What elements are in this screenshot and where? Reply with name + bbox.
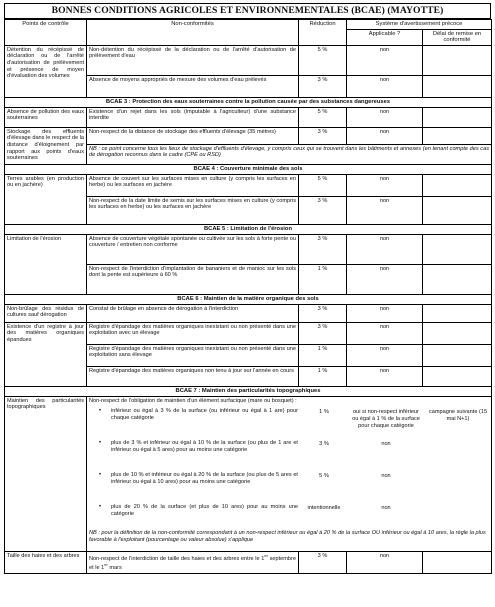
bullet-row: [89, 504, 492, 526]
bullet-item: • plus de 20 % de la surface (et plus de 10 ares) pour au moins une catégorie: [89, 504, 298, 517]
bullet-item: • inférieur ou égal à 3 % de la surface (ou inférieur ou égal à 1 are) pour chaque catégorie: [89, 408, 298, 421]
delai: [423, 75, 492, 97]
reduction: 5 %: [299, 174, 347, 196]
bullet-row: [89, 472, 492, 504]
reduction: 1 %: [299, 344, 347, 366]
section-header: [5, 164, 492, 174]
delai: [423, 551, 492, 573]
applicable: non: [381, 473, 391, 480]
table-row: [5, 304, 492, 322]
delai: [423, 234, 492, 264]
table-row: [5, 322, 492, 344]
header-nonconf: Non-conformités: [87, 20, 299, 46]
non-conformite: Non-respect de la distance de stockage des effluents d'élevage (35 mètres): [87, 127, 299, 144]
point-de-controle: Absence de pollution des eaux souterraines: [5, 107, 87, 127]
document: [4, 3, 491, 574]
delai: [423, 45, 492, 75]
table-row: [5, 174, 492, 196]
bullet-row: [89, 408, 492, 440]
bullet-item: • plus de 10 % et inférieur ou égal à 20 % de la surface (ou plus de 5 ares et inférieur ou égal à 10 ares) pour au moins une catégorie: [89, 472, 298, 485]
delai: [424, 440, 492, 472]
point-de-controle: Terres arables (en production ou en jachère): [5, 174, 87, 224]
delai: [423, 107, 492, 127]
applicable: non: [347, 304, 423, 322]
non-conformite: Non-respect de la date limite de semis sur les surfaces mises en culture (y compris les surfaces en herbe) ou les surfaces en jachère: [87, 196, 299, 224]
section-header: [5, 386, 492, 396]
delai: [423, 322, 492, 344]
non-conformite: Non-détention du récépissé de la déclaration ou de l'arrêté d'autorisation de prélèvement d'eau: [87, 45, 299, 75]
header-reduction: Réduction: [299, 20, 347, 46]
point-de-controle: Stockage des effluents d'élevage dans le respect de la distance d'éloignement par rapport aux points d'eaux souterraines: [5, 127, 87, 164]
header-applicable: Applicable ?: [347, 29, 423, 45]
delai: [423, 174, 492, 196]
header-delai: Délai de remise en conformité: [423, 29, 492, 45]
table-row: [5, 127, 492, 144]
section-title-bcae3: BCAE 3 : Protection des eaux souterraines contre la pollution causée par des substances dangereuses: [5, 97, 492, 107]
reduction: 5 %: [299, 107, 347, 127]
applicable: oui si non-respect inférieur ou égal à 1 % de la surface pour chaque catégorie: [352, 409, 420, 429]
point-de-controle: Limitation de l'érosion: [5, 234, 87, 294]
non-conformite: Absence de moyens appropriés de mesure des volumes d'eau prélevés: [87, 75, 299, 97]
reduction: intentionnelle: [307, 505, 341, 512]
bullet-item: • plus de 3 % et inférieur ou égal à 10 % de la surface (ou plus de 1 are et inférieur ou égal à 5 ares) pour au moins une catégorie: [89, 440, 298, 453]
bcae7-detail: [87, 396, 492, 551]
applicable: non: [347, 366, 423, 386]
delai: [423, 344, 492, 366]
non-conformite: Registre d'épandage des matières organiques inexistant ou non présenté dans une exploitation sans élevage: [87, 344, 299, 366]
reduction: 5 %: [299, 45, 347, 75]
delai: [423, 196, 492, 224]
non-conformite: Absence de couverture végétale spontanée ou cultivée sur les sols à forte pente ou couverture / entretien non conforme: [87, 234, 299, 264]
reduction: 1 %: [299, 366, 347, 386]
applicable: non: [347, 322, 423, 344]
table-row: [5, 551, 492, 573]
point-de-controle: Existence d'un registre à jour des matières organiques épandues: [5, 322, 87, 386]
delai: [424, 504, 492, 526]
delai: [424, 472, 492, 504]
non-conformite: Absence de couvert sur les surfaces mises en culture (y compris les surfaces en herbe) ou les surfaces en jachère: [87, 174, 299, 196]
non-conformite: Registre d'épandage des matières organiques non tenu à jour sur l'année en cours: [87, 366, 299, 386]
reduction: 3 %: [319, 441, 329, 448]
reduction: 3 %: [299, 234, 347, 264]
delai: campagne suivante (15 mai N+1): [428, 409, 488, 422]
note: NB : ce point concerne tous les lieux de stockage d'effluents d'élevage, y compris ceux qui se trouvent dans les bâtiments et annexes (en tenant compte des cas de dérogation reconnus dans le cadre (CPE ou RSD): [87, 144, 492, 164]
non-conformite-intro: Non-respect de l'obligation de maintien d'un élément surfacique (mare ou bosquet) :: [89, 397, 297, 404]
non-conformite: Non-respect de l'interdiction d'implantation de bananiers et de manioc sur les sols dont la pente est supérieure à 60 %: [87, 264, 299, 294]
table-row: [5, 234, 492, 264]
section-title-bcae7: BCAE 7 : Maintien des particularités topographiques: [5, 386, 492, 396]
header-row: [5, 20, 492, 30]
delai: [423, 127, 492, 144]
section-header: [5, 97, 492, 107]
delai: [423, 366, 492, 386]
header-systeme: Système d'avertissement précoce: [347, 20, 492, 30]
section-title-bcae6: BCAE 6 : Maintien de la matière organique des sols: [5, 294, 492, 304]
table-row: [5, 45, 492, 75]
non-conformite: Constat de brûlage en absence de dérogation à l'interdiction: [87, 304, 299, 322]
table-row: [5, 107, 492, 127]
bcae7-bullets: [89, 408, 492, 526]
applicable: non: [347, 196, 423, 224]
table-row: [5, 396, 492, 551]
applicable: non: [347, 234, 423, 264]
section-header: [5, 224, 492, 234]
applicable: non: [381, 505, 391, 512]
header-points: Points de contrôle: [5, 20, 87, 46]
applicable: non: [347, 107, 423, 127]
reduction: 3 %: [299, 75, 347, 97]
reduction: 3 %: [299, 322, 347, 344]
applicable: non: [347, 264, 423, 294]
reduction: 3 %: [299, 196, 347, 224]
applicable: non: [381, 441, 391, 448]
section-title-bcae5: BCAE 5 : Limitation de l'érosion: [5, 224, 492, 234]
section-title-bcae4: BCAE 4 : Couverture minimale des sols: [5, 164, 492, 174]
non-conformite: Non-respect de l'interdiction de taille des haies et des arbres entre le 1er septembre et le 1er mars: [87, 551, 299, 573]
reduction: 1 %: [319, 409, 329, 416]
delai: [423, 304, 492, 322]
reduction: 3 %: [299, 551, 347, 573]
applicable: non: [347, 75, 423, 97]
delai: [423, 264, 492, 294]
reduction: 3 %: [299, 304, 347, 322]
applicable: non: [347, 174, 423, 196]
document-title: BONNES CONDITIONS AGRICOLES ET ENVIRONNEMENTALES (BCAE) (MAYOTTE): [4, 3, 491, 19]
point-de-controle: Détention du récépissé de déclaration ou de l'arrêté d'autorisation de prélèvement et présence de moyen d'évaluation des volumes: [5, 45, 87, 97]
reduction: 5 %: [319, 473, 329, 480]
applicable: non: [347, 551, 423, 573]
non-conformite: Registre d'épandage des matières organiques inexistant ou non présenté dans une exploitation avec un élevage: [87, 322, 299, 344]
non-conformite: Existence d'un rejet dans les sols (imputable à l'agriculteur) d'une substance interdite: [87, 107, 299, 127]
section-header: [5, 294, 492, 304]
point-de-controle: Taille des haies et des arbres: [5, 551, 87, 573]
reduction: 1 %: [299, 264, 347, 294]
applicable: non: [347, 127, 423, 144]
note: NB : pour la définition de la non-conformité correspondant à un non-respect inférieur ou égal à 20 % de la surface OU inférieur ou égal à 10 ares, la règle la plus favorable à l'exploitant (pourcentage ou valeur absolue) s'applique: [89, 530, 486, 543]
applicable: non: [347, 344, 423, 366]
reduction: 3 %: [299, 127, 347, 144]
bullet-row: [89, 440, 492, 472]
point-de-controle: Maintien des particularités topographiques: [5, 396, 87, 551]
point-de-controle: Non-brûlage des résidus de cultures sauf dérogation: [5, 304, 87, 322]
bcae-table: [4, 19, 492, 574]
applicable: non: [347, 45, 423, 75]
